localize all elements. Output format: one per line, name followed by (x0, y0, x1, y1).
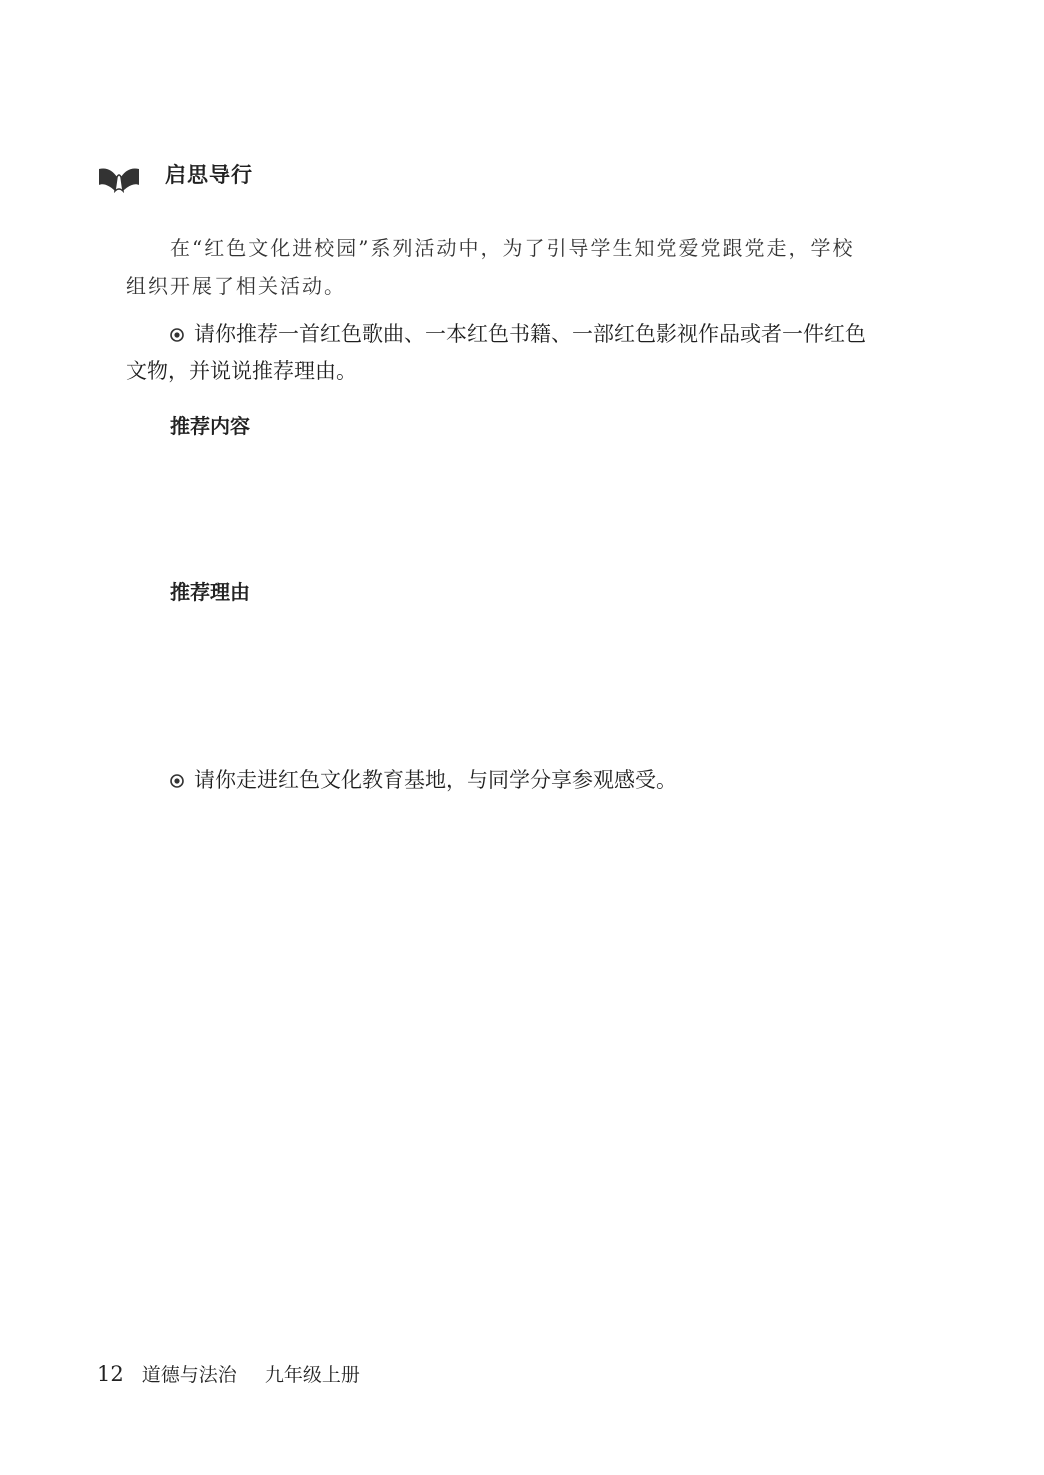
section-title: 启思导行 (165, 163, 253, 187)
task-1 (126, 316, 866, 390)
book-title: 道德与法治 (141, 1364, 237, 1386)
label-recommend-content: 推荐内容 (170, 414, 250, 438)
task-1-text: 请你推荐一首红色歌曲、一本红色书籍、一部红色影视作品或者一件红色文物，并说说推荐理由。 (126, 322, 866, 383)
answer-area-visit[interactable] (170, 810, 860, 1280)
answer-area-reason[interactable] (170, 616, 860, 736)
intro-paragraph: 在“红色文化进校园”系列活动中，为了引导学生知党爱党跟党走，学校组织开展了相关活动。 (126, 236, 855, 298)
bullet-circle-icon (170, 774, 184, 788)
bullet-circle-icon (170, 328, 184, 342)
label-recommend-reason: 推荐理由 (170, 580, 250, 604)
answer-area-content[interactable] (170, 450, 860, 560)
grade-label: 九年级上册 (264, 1364, 360, 1386)
book-icon (97, 165, 141, 193)
task-2-text: 请你走进红色文化教育基地，与同学分享参观感受。 (194, 768, 677, 792)
task-2 (126, 762, 866, 799)
page-number: 12 (97, 1362, 124, 1386)
page-footer (97, 1360, 360, 1387)
